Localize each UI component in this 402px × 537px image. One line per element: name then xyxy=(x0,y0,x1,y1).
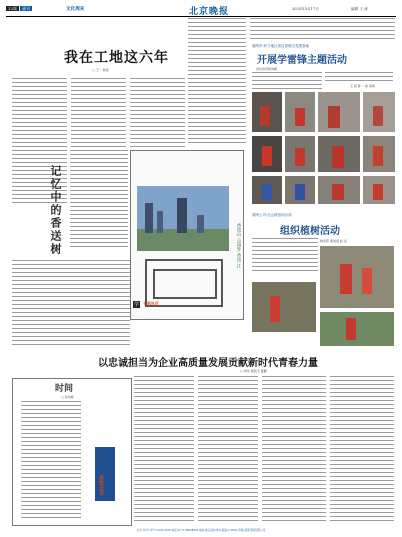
volunteer-photo-10 xyxy=(285,176,315,204)
volunteer-photo-3 xyxy=(318,92,360,132)
tree-planting-photo-2 xyxy=(252,282,316,332)
right-mid-kicker: 湖州公司:社会联创项目部 xyxy=(252,213,292,217)
issue-date: 2023年3月17日 xyxy=(292,7,319,11)
volunteer-photo-8 xyxy=(363,136,395,172)
volunteer-photo-6 xyxy=(285,136,315,172)
tree-planting-photo-1 xyxy=(320,246,394,308)
bottom-left-box xyxy=(12,378,132,526)
newspaper-logo: 北京晚报 xyxy=(189,7,230,17)
inset-sub: 七彩社区 xyxy=(143,301,159,306)
city-skyline-photo xyxy=(137,186,229,251)
memory-text-wide xyxy=(12,260,130,350)
volunteer-photo-2 xyxy=(285,92,315,132)
editor-credit: 编辑 王 涛 xyxy=(351,7,368,11)
right-top-text xyxy=(250,18,395,40)
volunteer-photo-4 xyxy=(363,92,395,132)
bottom-article-byline: □ 刘华 葛凯飞 董鹏 xyxy=(240,369,267,373)
section-name: 文化周末 xyxy=(66,7,85,12)
tree-planting-photo-3 xyxy=(320,312,394,346)
right-top-title: 开展学雷锋主题活动 xyxy=(257,55,347,66)
window-pattern xyxy=(145,259,223,307)
badge-icon: 学 xyxy=(134,302,140,308)
bottom-article-title: 以忠诚担当为企业高质量发展贡献新时代青春力量 xyxy=(98,358,318,369)
main-article-col-4 xyxy=(188,18,246,144)
bottom-col-4 xyxy=(330,376,394,524)
right-mid-text xyxy=(252,238,318,278)
time-byline: □ 孙华峰 xyxy=(61,395,74,399)
inset-photo-frame xyxy=(130,150,244,320)
inset-caption: 香也山 公园外,香也 江 xyxy=(236,223,241,268)
volunteer-photo-11 xyxy=(318,176,360,204)
volunteer-photo-12 xyxy=(363,176,395,204)
main-article-byline: □ 王一 韩雷 xyxy=(92,68,109,72)
bottom-col-2 xyxy=(198,376,258,524)
time-title: 时间 xyxy=(55,384,74,394)
memory-text-col-1 xyxy=(70,150,128,250)
main-article-title: 我在工地这六年 xyxy=(64,50,169,66)
volunteer-photo-1 xyxy=(252,92,282,132)
right-top-kicker: 湖州市:织力地区项目部联合党建基地 xyxy=(252,44,310,48)
volunteer-photo-5 xyxy=(252,136,282,172)
bottom-col-1 xyxy=(134,376,194,524)
volunteer-photo-7 xyxy=(318,136,360,172)
volunteer-photo-9 xyxy=(252,176,282,204)
vertical-label: 勇敢无畏 xyxy=(98,475,104,495)
right-top-col-2 xyxy=(325,72,393,82)
right-top-byline-right: 王 艳 陈一 春 倪梅 xyxy=(350,84,375,88)
memory-vertical-title: 记忆中的香送树 xyxy=(49,165,62,256)
page-number-badge: 12版 副刊 xyxy=(8,6,31,11)
page-footer: 社长:刘 华 刊号:CN33-0036 电话:0571-88888888 地址:浙江省杭州市 邮编:310000 印刷:某某印刷有限公司 xyxy=(136,529,266,532)
page-header xyxy=(6,4,396,17)
poem-lines xyxy=(21,401,81,521)
right-mid-byline: 韩家营 康旭丽 赵 远 xyxy=(320,239,347,243)
right-top-col-1 xyxy=(252,72,322,94)
right-top-byline-left: 首先的导师讲解 xyxy=(256,67,278,71)
bottom-col-3 xyxy=(262,376,326,524)
right-mid-title: 组织植树活动 xyxy=(280,226,340,237)
